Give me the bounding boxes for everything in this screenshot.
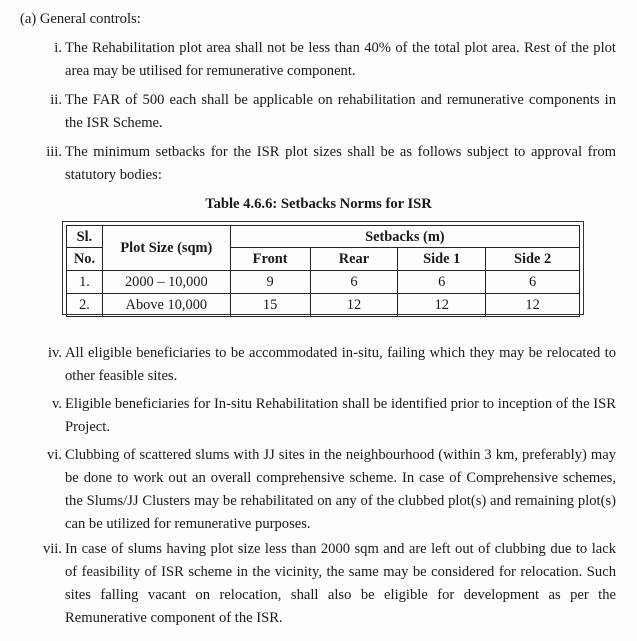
table-row [67,294,580,317]
cell-front: 15 [230,294,310,317]
list-item-text: The minimum setbacks for the ISR plot sizes shall be as follows subject to approval from statutory bodies: [65,144,616,183]
cell-side-1: 12 [398,294,486,317]
list-item-number: iii. [46,144,62,160]
list-item-number: vii. [42,541,62,557]
list-item-text: Clubbing of scattered slums with JJ sites in the neighbourhood (within 3 km, preferably) may be done to work out an overall comprehensive scheme. In case of Comprehensive schemes, the Slums/JJ Clusters may be rehabilitated on any of the clubbed plot(s) and remaining plot(s) can be utilized for remunerative purposes. [65,447,616,532]
cell-rear: 12 [310,294,398,317]
list-item-number: i. [54,40,62,56]
cell-side-2: 6 [486,271,580,294]
cell-plot-size: 2000 – 10,000 [102,271,230,294]
list-item-text: All eligible beneficiaries to be accommodated in-situ, failing which they may be relocated to other feasible sites. [65,345,616,384]
header-setbacks: Setbacks (m) [230,226,579,248]
cell-rear: 6 [310,271,398,294]
table-row [67,271,580,294]
header-rear: Rear [310,248,398,271]
table-caption: Table 4.6.6: Setbacks Norms for ISR [205,196,432,212]
header-front: Front [230,248,310,271]
table-header-row [67,226,580,248]
list-item-text: The FAR of 500 each shall be applicable on rehabilitation and remunerative components in the ISR Scheme. [65,92,616,131]
header-no: No. [67,248,103,271]
cell-sl: 2. [67,294,103,317]
cell-sl: 1. [67,271,103,294]
cell-side-1: 6 [398,271,486,294]
list-item-number: vi. [47,447,62,463]
list-item-text: Eligible beneficiaries for In-situ Rehabilitation shall be identified prior to inception of the ISR Project. [65,396,616,435]
list-item-number: ii. [50,92,62,108]
header-side-2: Side 2 [486,248,580,271]
list-item-number: v. [52,396,62,412]
header-side-1: Side 1 [398,248,486,271]
cell-front: 9 [230,271,310,294]
cell-side-2: 12 [486,294,580,317]
section-heading: (a) General controls: [20,11,141,27]
header-sl: Sl. [67,226,103,248]
cell-plot-size: Above 10,000 [102,294,230,317]
list-item-text: The Rehabilitation plot area shall not be less than 40% of the total plot area. Rest of the plot area may be utilised for remunerative component. [65,40,616,79]
setbacks-table [66,225,580,317]
header-plot-size: Plot Size (sqm) [102,226,230,271]
list-item-text: In case of slums having plot size less than 2000 sqm and are left out of clubbing due to lack of feasibility of ISR scheme in the vicinity, the same may be considered for relocation. Such sites falling vacant on relocation, shall also be eligible for development as per the Remunerative component of the ISR. [65,541,616,626]
list-item-number: iv. [47,345,62,361]
